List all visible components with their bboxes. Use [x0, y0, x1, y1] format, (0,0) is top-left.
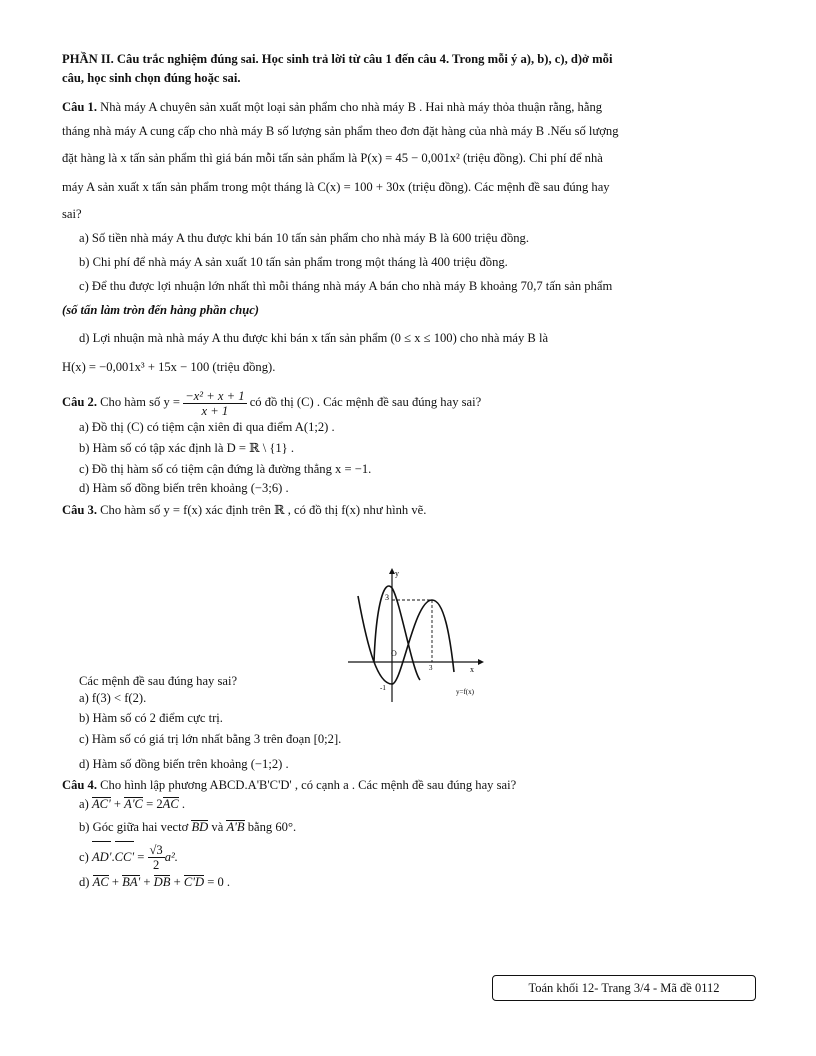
tick-label-m1: -1	[380, 684, 386, 692]
x-axis-label: x	[470, 665, 474, 674]
x-axis-arrow-icon	[478, 659, 484, 665]
q4-a-label: a)	[79, 796, 89, 811]
q2-line	[62, 387, 762, 418]
q4-d-label: d)	[79, 874, 90, 889]
q4-c-numerator: √3	[149, 843, 163, 858]
q3-option-b: b) Hàm số có 2 điểm cực trị.	[79, 710, 223, 725]
q2-pre: Cho hàm số y =	[100, 395, 181, 409]
q2-denominator: x + 1	[201, 403, 229, 418]
q4-c-post: a².	[164, 849, 178, 864]
q2-option-a: a) Đồ thị (C) có tiệm cận xiên đi qua điểm A(1;2) .	[79, 419, 335, 434]
q4-a-vector-1: AC'	[91, 796, 111, 811]
page-footer: Toán khối 12- Trang 3/4 - Mã đề 0112	[492, 975, 756, 1001]
q4-a-vector-3: AC	[162, 796, 179, 811]
q4-b-post: bằng 60°.	[247, 819, 297, 834]
q2-post: có đồ thị (C) . Các mệnh đề sau đúng hay sai?	[249, 395, 482, 409]
q4-a-vector-2: A'C	[124, 796, 143, 811]
q1-text-3: đặt hàng là x tấn sản phẩm thì giá bán mỗi tấn sản phẩm là P(x) = 45 − 0,001x² (triệu đồng). Chi phí để nhà	[62, 151, 603, 165]
q2-option-c: c) Đồ thị hàm số có tiệm cận đứng là đường thẳng x = −1.	[79, 461, 372, 476]
q3-line	[62, 503, 762, 518]
q1-option-d-2: H(x) = −0,001x³ + 15x − 100 (triệu đồng).	[62, 360, 276, 374]
q1-option-c-note: (số tấn làm tròn đến hàng phần chục)	[62, 303, 259, 317]
q3-label: Câu 3.	[62, 502, 97, 517]
q4-option-a: a) AC' + A'C = 2AC .	[79, 796, 186, 811]
q2-numerator: −x² + x + 1	[185, 388, 245, 403]
q1-text-4: máy A sản xuất x tấn sản phẩm trong một tháng là C(x) = 100 + 30x (triệu đồng). Các mệnh đề sau đúng hay	[62, 180, 610, 194]
q1-option-b: b) Chi phí để nhà máy A sản xuất 10 tấn sản phẩm trong một tháng là 400 triệu đồng.	[79, 255, 508, 269]
q4-c-fraction	[148, 843, 165, 872]
q4-text: Cho hình lập phương ABCD.A'B'C'D' , có cạnh a . Các mệnh đề sau đúng hay sai?	[100, 777, 517, 792]
q4-d-vector-1: AC	[92, 874, 109, 889]
q3-option-c: c) Hàm số có giá trị lớn nhất bằng 3 trên đoạn [0;2].	[79, 731, 342, 746]
q4-c-vector-1: AD'	[92, 841, 111, 873]
section-header-2: câu, học sinh chọn đúng hoặc sai.	[62, 71, 241, 85]
tick-label-y3: 3	[385, 593, 389, 602]
q4-option-d: d) AC + BA' + DB + C'D = 0 .	[79, 874, 231, 889]
q3-text: Cho hàm số y = f(x) xác định trên ℝ , có đồ thị f(x) như hình vẽ.	[100, 502, 427, 517]
q4-b-vector-1: BD	[191, 819, 209, 834]
q1-text-1: Nhà máy A chuyên sản xuất một loại sản phẩm cho nhà máy B . Hai nhà máy thỏa thuận rằng, hằng	[100, 100, 603, 114]
q4-d-vector-4: C'D	[183, 874, 205, 889]
q2-label: Câu 2.	[62, 395, 97, 409]
q4-option-c: c) AD'.CC' = $\frac{√3}{2}$ a².	[62, 841, 762, 873]
q4-a-equals: = 2	[146, 796, 163, 811]
q4-line	[62, 778, 762, 793]
q1-line-1	[62, 100, 762, 115]
q3-option-d: d) Hàm số đồng biến trên khoảng (−1;2) .	[79, 756, 289, 771]
q2-option-d: d) Hàm số đồng biến trên khoảng (−3;6) .	[79, 480, 289, 495]
tick-label-x3: 3	[429, 664, 433, 672]
q4-d-vector-3: DB	[153, 874, 171, 889]
q1-label: Câu 1.	[62, 100, 97, 114]
q2-fraction	[183, 389, 246, 418]
q1-text-5: sai?	[62, 207, 82, 221]
curve-label: y=f(x)	[456, 688, 474, 696]
q4-b-text: b) Góc giữa hai vectơ	[79, 819, 189, 834]
q4-b-vector-2: A'B	[226, 819, 245, 834]
y-axis-label: y	[395, 569, 399, 578]
q4-label: Câu 4.	[62, 777, 97, 792]
origin-label: O	[391, 649, 397, 658]
q3-prompt: Các mệnh đề sau đúng hay sai?	[79, 673, 238, 688]
q4-c-vector-2: CC'	[115, 841, 135, 873]
q3-function-graph	[346, 566, 496, 706]
q4-d-vector-2: BA'	[122, 874, 141, 889]
section-header: PHẦN II. Câu trắc nghiệm đúng sai. Học sinh trả lời từ câu 1 đến câu 4. Trong mỗi ý a), b), c), d)ở mỗi	[62, 52, 613, 66]
q1-option-d: d) Lợi nhuận mà nhà máy A thu được khi bán x tấn sản phẩm (0 ≤ x ≤ 100) cho nhà máy B là	[79, 331, 549, 345]
q1-text-2: tháng nhà máy A cung cấp cho nhà máy B số lượng sản phẩm theo đơn đặt hàng của nhà máy B .Nếu số lượng	[62, 124, 619, 138]
curve-y-fx	[358, 596, 454, 684]
q4-d-post: = 0 .	[207, 874, 231, 889]
q4-c-label: c)	[79, 849, 89, 864]
q4-b-and: và	[211, 819, 224, 834]
q1-option-c: c) Để thu được lợi nhuận lớn nhất thì mỗi tháng nhà máy A bán cho nhà máy B khoảng 70,7 tấn sản phẩm	[79, 279, 613, 293]
exam-page	[62, 52, 762, 890]
q1-option-a: a) Số tiền nhà máy A thu được khi bán 10 tấn sản phẩm cho nhà máy B là 600 triệu đồng.	[79, 231, 529, 245]
q3-option-a: a) f(3) < f(2).	[79, 690, 147, 705]
q2-option-b: b) Hàm số có tập xác định là D = ℝ \ {1} .	[79, 440, 295, 455]
q4-option-b	[62, 820, 762, 835]
q4-c-denominator: 2	[152, 858, 160, 873]
